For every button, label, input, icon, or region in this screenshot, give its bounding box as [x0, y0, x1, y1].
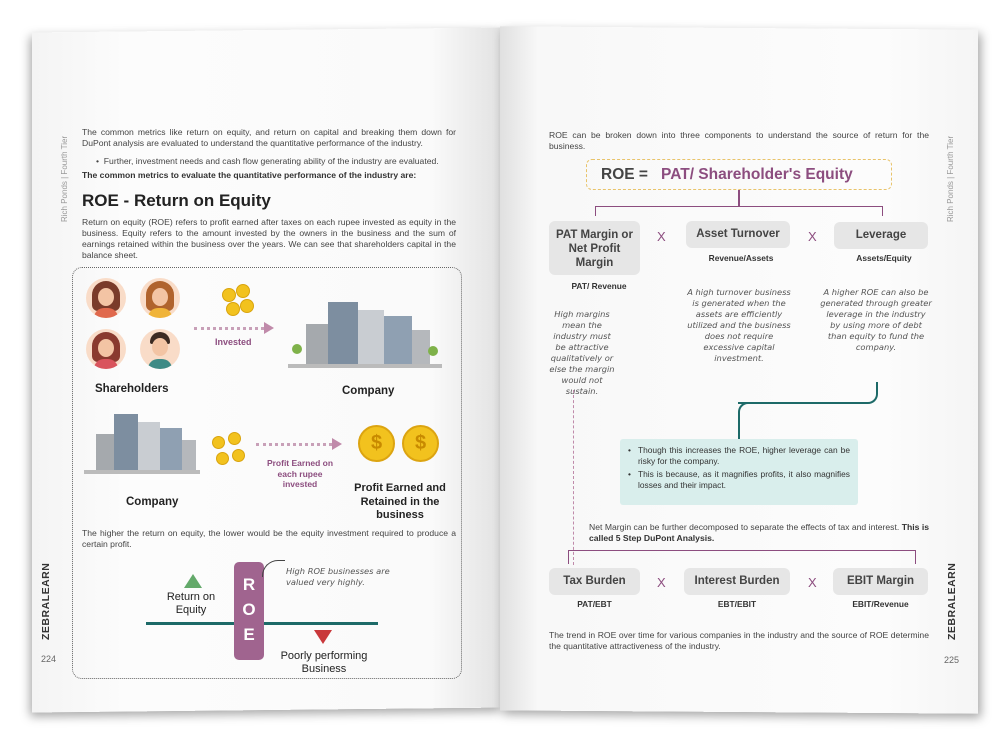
- tax-burden-box: Tax Burden: [549, 568, 640, 595]
- shareholder-avatar: [86, 329, 126, 369]
- multiply-sign: X: [808, 575, 817, 590]
- coin-icon: [226, 302, 240, 316]
- interest-burden-box: Interest Burden: [684, 568, 790, 595]
- left-page-number: 224: [41, 654, 57, 664]
- roe-formula-box: [586, 159, 892, 190]
- coin-icon: [232, 449, 245, 462]
- coin-icon: [228, 432, 241, 445]
- ebit-margin-box: EBIT Margin: [833, 568, 928, 595]
- callout-item: • This is because, as it magnifies profits, it also magnifies losses and their impact.: [628, 469, 850, 490]
- roe-letter: R: [242, 575, 256, 594]
- teal-connector: [738, 382, 878, 404]
- right-intro: ROE can be broken down into three components to understand the source of return for the business.: [549, 130, 929, 151]
- right-running-header: Rich Ponds | Fourth Tier: [946, 135, 955, 222]
- roe-definition: Return on equity (ROE) refers to profit earned after taxes on each rupee invested as equity in the business. Equity refers to the amount invested by the owners in the business and the sum of earnings retained within the business over the years. We can see that shareholders capital in the balance sheet.: [82, 217, 456, 260]
- profit-arrow: [256, 443, 332, 446]
- dollar-coin-icon: $: [358, 425, 395, 462]
- invested-label: Invested: [215, 337, 252, 347]
- dupont-plain: Net Margin can be further decomposed to separate the effects of tax and interest.: [589, 522, 900, 532]
- left-brand-logo: ZEBRALEARN: [40, 562, 52, 640]
- dupont-text: [589, 522, 929, 544]
- down-triangle-icon: [314, 630, 332, 644]
- dashed-connector: [573, 390, 574, 565]
- company-label-1: Company: [342, 385, 395, 397]
- roe-pillar: [234, 562, 264, 660]
- arrow-head-icon: [332, 438, 342, 450]
- shareholder-avatar: [140, 329, 180, 369]
- bracket-line: [568, 550, 916, 564]
- multiply-sign: X: [657, 229, 666, 244]
- bracket-line: [595, 206, 883, 216]
- multiply-sign: X: [808, 229, 817, 244]
- up-triangle-icon: [184, 574, 202, 588]
- company-building-icon: [288, 302, 442, 368]
- company-label-2: Company: [126, 496, 179, 508]
- asset-turnover-box: Asset Turnover: [686, 221, 790, 248]
- return-on-equity-label: Return on Equity: [166, 591, 216, 616]
- assets-equity-label: Assets/Equity: [856, 253, 912, 263]
- asset-turnover-note: A high turnover business is generated when the assets are efficiently utilized and the business does not require excessive capital investment.: [687, 287, 791, 363]
- shareholders-label: Shareholders: [95, 383, 169, 395]
- callout-item: • Though this increases the ROE, higher leverage can be risky for the company.: [628, 445, 850, 466]
- left-bullet-text: Further, investment needs and cash flow generating ability of the industry are evaluated.: [103, 156, 439, 166]
- ebt-ebit-label: EBT/EBIT: [717, 599, 757, 609]
- left-intro: The common metrics like return on equity, and return on capital and breaking them down for DuPont analysis are evaluated to understand the quantitative performance of the industry.: [82, 127, 456, 148]
- arrow-head-icon: [264, 322, 274, 334]
- roe-heading: ROE - Return on Equity: [82, 191, 271, 210]
- pat-revenue-label: PAT/ Revenue: [571, 281, 627, 291]
- coin-icon: [222, 288, 236, 302]
- multiply-sign: X: [657, 575, 666, 590]
- callout-text: Though this increases the ROE, higher leverage can be risky for the company.: [638, 445, 850, 466]
- profit-retained-label: Profit Earned and Retained in the business: [354, 482, 446, 521]
- right-brand-logo: ZEBRALEARN: [946, 562, 958, 640]
- company-building-icon: [84, 414, 200, 474]
- invest-arrow: [194, 327, 264, 330]
- roe-letter: E: [243, 625, 255, 644]
- dollar-coin-icon: $: [402, 425, 439, 462]
- right-page-number: 225: [944, 655, 960, 665]
- coin-icon: [240, 299, 254, 313]
- ebit-revenue-label: EBIT/Revenue: [852, 599, 909, 609]
- coin-icon: [236, 284, 250, 298]
- poor-business-label: Poorly performing Business: [280, 650, 368, 675]
- profit-earned-label: Profit Earned on each rupee invested: [266, 458, 334, 489]
- coin-icon: [216, 452, 229, 465]
- leverage-box: Leverage: [834, 222, 928, 249]
- left-bold-line: The common metrics to evaluate the quantitative performance of the industry are:: [82, 170, 417, 180]
- right-closing: The trend in ROE over time for various companies in the industry and the source of ROE determine the quantitative attractiveness of the industry.: [549, 630, 929, 651]
- pat-margin-box: PAT Margin or Net Profit Margin: [549, 221, 640, 275]
- leverage-callout: [620, 439, 858, 505]
- leverage-note: A higher ROE can also be generated through greater leverage in the industry by using more of debt than equity to fund the company.: [820, 287, 932, 352]
- teal-connector: [738, 402, 758, 440]
- pat-ebt-label: PAT/EBT: [577, 599, 612, 609]
- handwritten-note: High ROE businesses are valued very highly.: [286, 566, 390, 587]
- coin-icon: [212, 436, 225, 449]
- shareholder-avatar: [140, 278, 180, 318]
- roe-letter: O: [242, 600, 256, 619]
- connector-line: [738, 190, 740, 206]
- roe-note: The higher the return on equity, the lower would be the equity investment required to produce a certain profit.: [82, 528, 456, 549]
- dupont-bold: This is called 5 Step DuPont Analysis.: [589, 522, 929, 543]
- left-bullet: • Further, investment needs and cash flow generating ability of the industry are evaluated.: [96, 156, 439, 166]
- left-running-header: Rich Ponds | Fourth Tier: [60, 135, 69, 222]
- revenue-assets-label: Revenue/Assets: [708, 253, 774, 263]
- formula-rest: PAT/ Shareholder's Equity: [661, 166, 853, 183]
- callout-text: This is because, as it magnifies profits, it also magnifies losses and their impact.: [638, 469, 850, 490]
- shareholder-avatar: [86, 278, 126, 318]
- pat-margin-note: High margins mean the industry must be attractive qualitatively or else the margin would not sustain.: [549, 309, 615, 396]
- formula-roe: ROE =: [601, 166, 648, 183]
